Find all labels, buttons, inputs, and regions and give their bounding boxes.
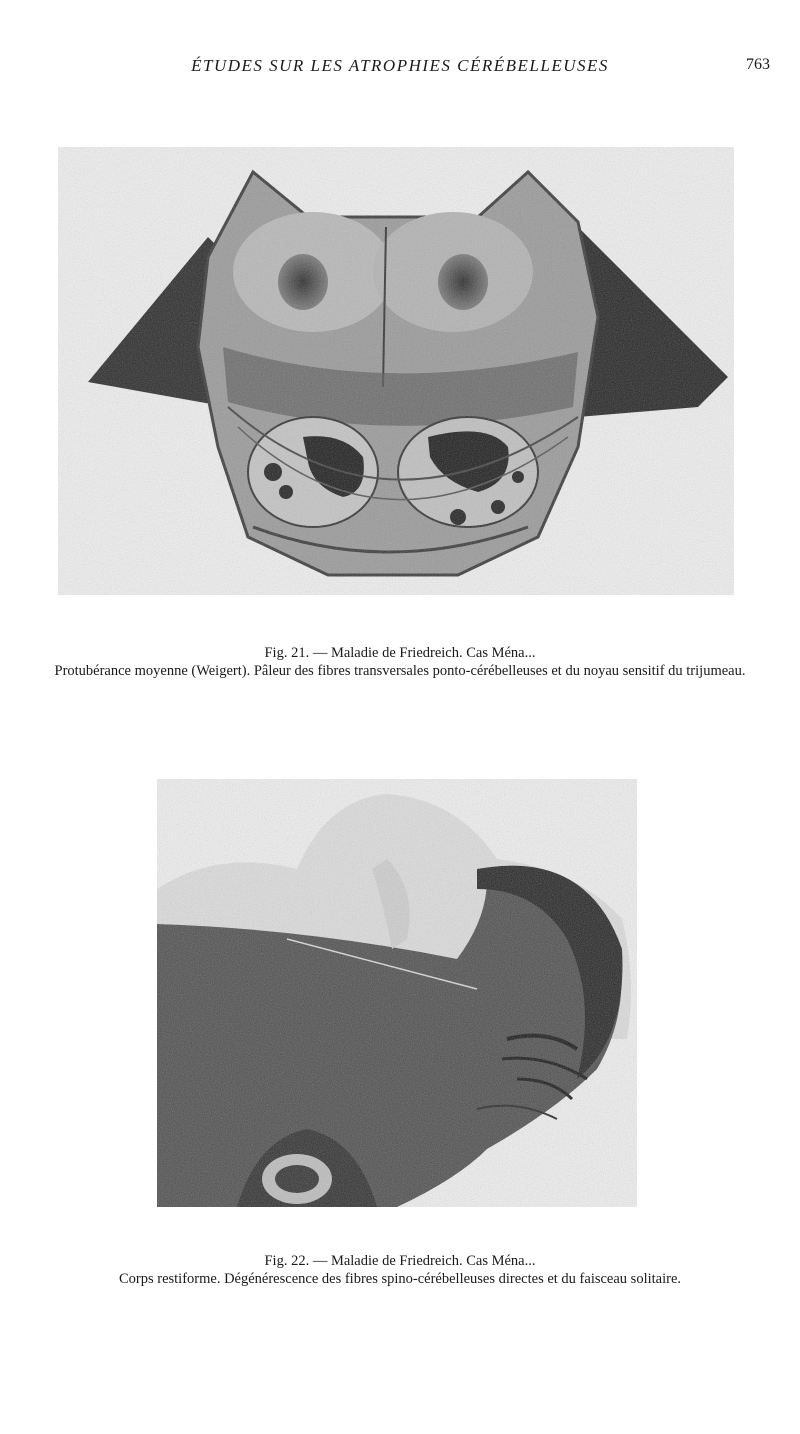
running-head xyxy=(0,56,800,80)
running-title: ÉTUDES SUR LES ATROPHIES CÉRÉBELLEUSES xyxy=(191,56,609,75)
figure-22-caption xyxy=(30,1252,770,1288)
figure-22-image xyxy=(157,779,637,1207)
figure-22-caption-text: Corps restiforme. Dégénérescence des fibres spino-cérébelleuses directes et du faisceau solitaire. xyxy=(118,1271,682,1287)
figure-21-micrograph xyxy=(58,147,734,595)
figure-21-caption xyxy=(30,644,770,680)
figure-22-label: Fig. 22. — Maladie de Friedreich. Cas Ména... xyxy=(264,1253,536,1269)
figure-21-caption-text: Protubérance moyenne (Weigert). Pâleur des fibres transversales ponto-cérébelleuses et du noyau sensitif du trijumeau. xyxy=(54,663,746,679)
figure-21-label: Fig. 21. — Maladie de Friedreich. Cas Ména... xyxy=(264,645,536,661)
page-number: 763 xyxy=(746,56,770,73)
figure-22-micrograph xyxy=(157,779,637,1207)
figure-21-image xyxy=(58,147,734,595)
